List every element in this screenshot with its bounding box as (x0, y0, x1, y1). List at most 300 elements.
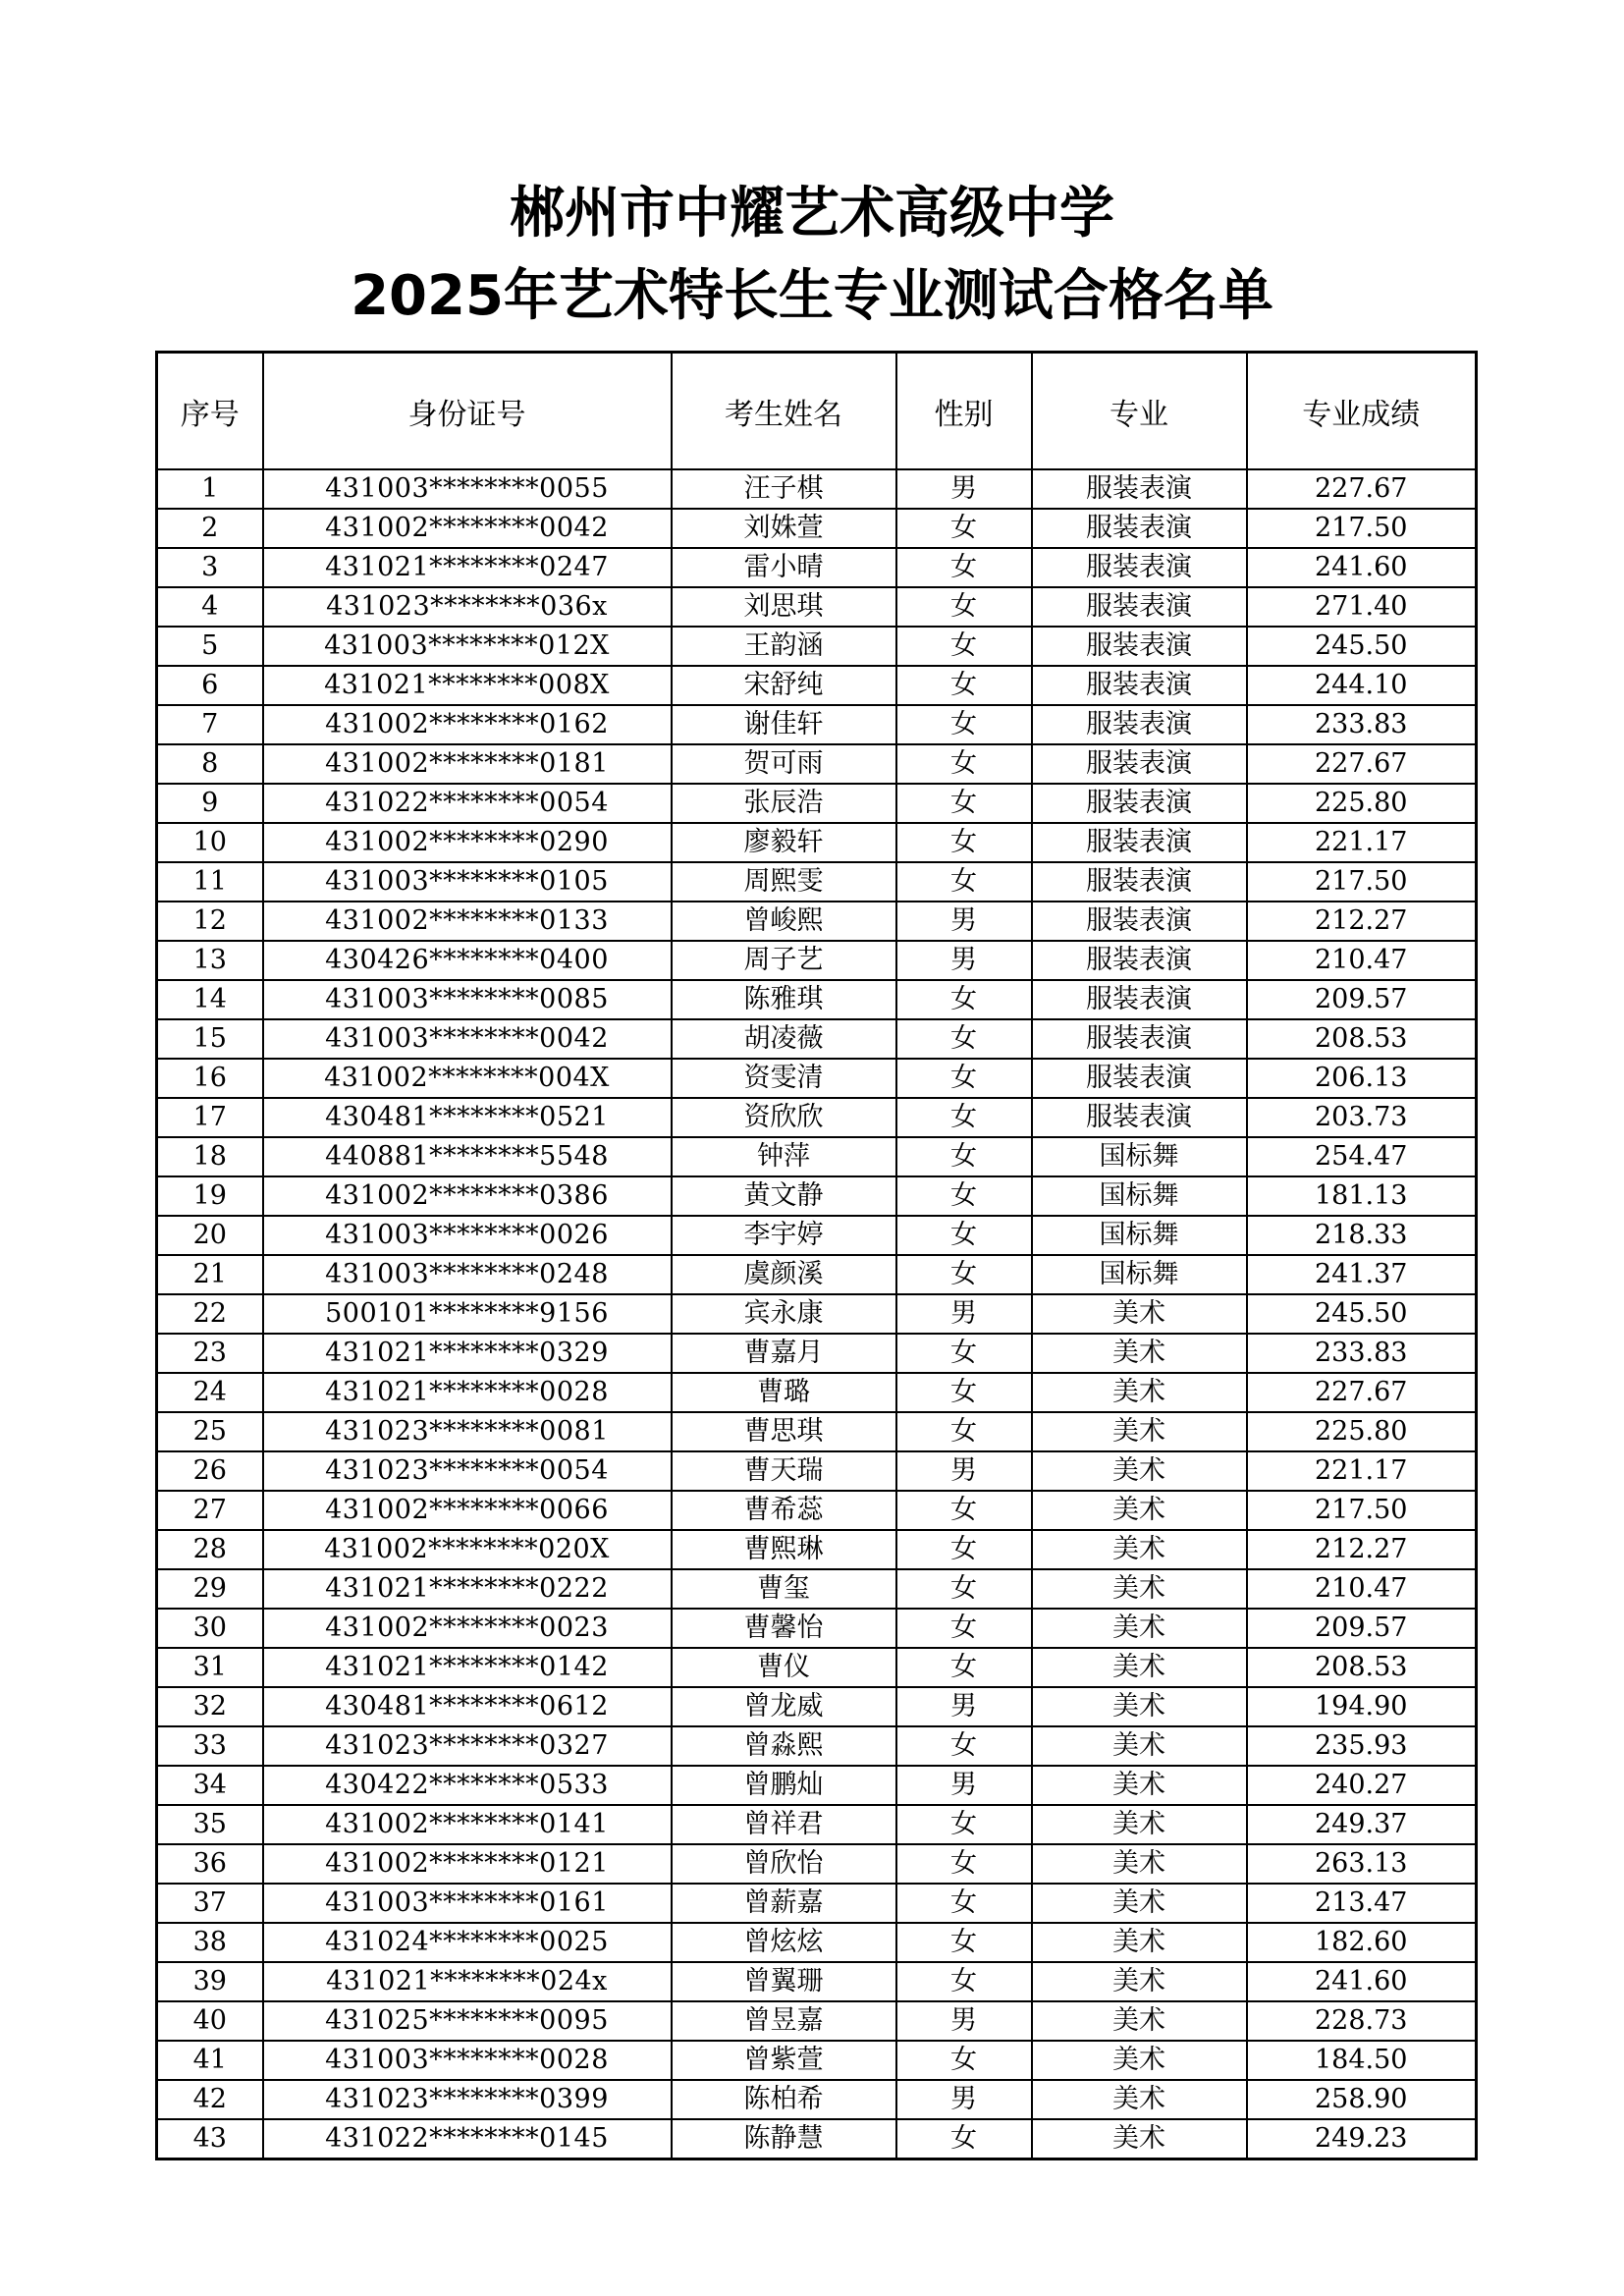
serial-number-cell: 35 (157, 1805, 263, 1844)
serial-number-cell: 13 (157, 941, 263, 980)
score-cell: 241.37 (1247, 1255, 1477, 1294)
table-row (157, 1923, 1477, 1962)
score-cell: 225.80 (1247, 784, 1477, 823)
header-serial-number: 序号 (157, 353, 263, 470)
id-number-cell: 440881********5548 (263, 1137, 672, 1176)
id-number-cell: 431023********0327 (263, 1726, 672, 1766)
serial-number-cell: 37 (157, 1884, 263, 1923)
score-cell: 227.67 (1247, 744, 1477, 784)
header-gender: 性别 (896, 353, 1032, 470)
table-row (157, 705, 1477, 744)
table-row (157, 1137, 1477, 1176)
score-cell: 233.83 (1247, 1334, 1477, 1373)
id-number-cell: 431021********0222 (263, 1569, 672, 1609)
serial-number-cell: 3 (157, 548, 263, 587)
major-cell: 美术 (1032, 1334, 1247, 1373)
score-cell: 217.50 (1247, 1491, 1477, 1530)
id-number-cell: 431002********0121 (263, 1844, 672, 1884)
id-number-cell: 431021********0142 (263, 1648, 672, 1687)
major-cell: 服装表演 (1032, 627, 1247, 666)
score-cell: 209.57 (1247, 980, 1477, 1019)
gender-cell: 女 (896, 1137, 1032, 1176)
major-cell: 服装表演 (1032, 902, 1247, 941)
gender-cell: 女 (896, 1216, 1032, 1255)
table-row (157, 1294, 1477, 1334)
major-cell: 服装表演 (1032, 941, 1247, 980)
score-cell: 217.50 (1247, 862, 1477, 902)
major-cell: 国标舞 (1032, 1137, 1247, 1176)
id-number-cell: 431002********0141 (263, 1805, 672, 1844)
table-row (157, 1451, 1477, 1491)
serial-number-cell: 38 (157, 1923, 263, 1962)
table-row (157, 1491, 1477, 1530)
student-name-cell: 钟萍 (672, 1137, 896, 1176)
serial-number-cell: 4 (157, 587, 263, 627)
student-name-cell: 曹玺 (672, 1569, 896, 1609)
gender-cell: 女 (896, 1019, 1032, 1059)
serial-number-cell: 31 (157, 1648, 263, 1687)
major-cell: 服装表演 (1032, 1019, 1247, 1059)
serial-number-cell: 2 (157, 509, 263, 548)
major-cell: 美术 (1032, 2041, 1247, 2080)
score-cell: 228.73 (1247, 2001, 1477, 2041)
serial-number-cell: 36 (157, 1844, 263, 1884)
major-cell: 美术 (1032, 1923, 1247, 1962)
table-row (157, 1098, 1477, 1137)
table-row (157, 1255, 1477, 1294)
gender-cell: 女 (896, 1412, 1032, 1451)
major-cell: 服装表演 (1032, 980, 1247, 1019)
student-name-cell: 曾欣怡 (672, 1844, 896, 1884)
table-row (157, 469, 1477, 509)
id-number-cell: 430481********0612 (263, 1687, 672, 1726)
gender-cell: 男 (896, 1451, 1032, 1491)
serial-number-cell: 34 (157, 1766, 263, 1805)
serial-number-cell: 18 (157, 1137, 263, 1176)
student-name-cell: 曾翼珊 (672, 1962, 896, 2001)
major-cell: 美术 (1032, 1962, 1247, 2001)
student-name-cell: 曾峻熙 (672, 902, 896, 941)
score-cell: 254.47 (1247, 1137, 1477, 1176)
id-number-cell: 431003********0042 (263, 1019, 672, 1059)
id-number-cell: 431002********020X (263, 1530, 672, 1569)
score-cell: 227.67 (1247, 469, 1477, 509)
serial-number-cell: 40 (157, 2001, 263, 2041)
score-cell: 263.13 (1247, 1844, 1477, 1884)
serial-number-cell: 19 (157, 1176, 263, 1216)
id-number-cell: 431002********004X (263, 1059, 672, 1098)
student-name-cell: 曹馨怡 (672, 1609, 896, 1648)
serial-number-cell: 41 (157, 2041, 263, 2080)
student-name-cell: 曾紫萱 (672, 2041, 896, 2080)
gender-cell: 男 (896, 2001, 1032, 2041)
qualified-students-table (155, 351, 1478, 2160)
student-name-cell: 周子艺 (672, 941, 896, 980)
gender-cell: 女 (896, 744, 1032, 784)
id-number-cell: 430426********0400 (263, 941, 672, 980)
major-cell: 美术 (1032, 1726, 1247, 1766)
gender-cell: 女 (896, 587, 1032, 627)
id-number-cell: 431002********0066 (263, 1491, 672, 1530)
table-row (157, 1019, 1477, 1059)
serial-number-cell: 11 (157, 862, 263, 902)
table-row (157, 509, 1477, 548)
id-number-cell: 431002********0042 (263, 509, 672, 548)
gender-cell: 女 (896, 548, 1032, 587)
major-cell: 美术 (1032, 1687, 1247, 1726)
header-major: 专业 (1032, 353, 1247, 470)
student-name-cell: 王韵涵 (672, 627, 896, 666)
major-cell: 国标舞 (1032, 1255, 1247, 1294)
student-name-cell: 曹仪 (672, 1648, 896, 1687)
major-cell: 服装表演 (1032, 744, 1247, 784)
id-number-cell: 431003********0055 (263, 469, 672, 509)
table-row (157, 1648, 1477, 1687)
table-row (157, 1962, 1477, 2001)
student-name-cell: 曹天瑞 (672, 1451, 896, 1491)
serial-number-cell: 32 (157, 1687, 263, 1726)
serial-number-cell: 14 (157, 980, 263, 1019)
header-student-name: 考生姓名 (672, 353, 896, 470)
score-cell: 235.93 (1247, 1726, 1477, 1766)
id-number-cell: 431002********0386 (263, 1176, 672, 1216)
gender-cell: 男 (896, 1687, 1032, 1726)
gender-cell: 女 (896, 509, 1032, 548)
table-header-row (157, 353, 1477, 470)
table-row (157, 862, 1477, 902)
score-cell: 245.50 (1247, 627, 1477, 666)
id-number-cell: 431023********0399 (263, 2080, 672, 2119)
serial-number-cell: 22 (157, 1294, 263, 1334)
serial-number-cell: 23 (157, 1334, 263, 1373)
gender-cell: 女 (896, 705, 1032, 744)
student-name-cell: 周熙雯 (672, 862, 896, 902)
student-name-cell: 曾薪嘉 (672, 1884, 896, 1923)
id-number-cell: 431023********0054 (263, 1451, 672, 1491)
student-name-cell: 资雯清 (672, 1059, 896, 1098)
major-cell: 美术 (1032, 1766, 1247, 1805)
student-name-cell: 曹思琪 (672, 1412, 896, 1451)
serial-number-cell: 9 (157, 784, 263, 823)
score-cell: 241.60 (1247, 548, 1477, 587)
gender-cell: 女 (896, 1923, 1032, 1962)
id-number-cell: 431021********024x (263, 1962, 672, 2001)
gender-cell: 女 (896, 862, 1032, 902)
id-number-cell: 431003********0085 (263, 980, 672, 1019)
student-name-cell: 虞颜溪 (672, 1255, 896, 1294)
id-number-cell: 431003********0028 (263, 2041, 672, 2080)
student-name-cell: 雷小晴 (672, 548, 896, 587)
student-name-cell: 谢佳轩 (672, 705, 896, 744)
id-number-cell: 431002********0133 (263, 902, 672, 941)
table-row (157, 2041, 1477, 2080)
id-number-cell: 431024********0025 (263, 1923, 672, 1962)
score-cell: 233.83 (1247, 705, 1477, 744)
gender-cell: 女 (896, 2119, 1032, 2159)
major-cell: 美术 (1032, 1805, 1247, 1844)
serial-number-cell: 8 (157, 744, 263, 784)
id-number-cell: 431002********0162 (263, 705, 672, 744)
major-cell: 美术 (1032, 1373, 1247, 1412)
major-cell: 服装表演 (1032, 666, 1247, 705)
major-cell: 服装表演 (1032, 862, 1247, 902)
gender-cell: 男 (896, 1766, 1032, 1805)
gender-cell: 女 (896, 1059, 1032, 1098)
score-cell: 212.27 (1247, 902, 1477, 941)
serial-number-cell: 30 (157, 1609, 263, 1648)
table-row (157, 1844, 1477, 1884)
table-row (157, 1334, 1477, 1373)
id-number-cell: 431021********0028 (263, 1373, 672, 1412)
major-cell: 美术 (1032, 2119, 1247, 2159)
major-cell: 服装表演 (1032, 705, 1247, 744)
id-number-cell: 431002********0290 (263, 823, 672, 862)
table-row (157, 1412, 1477, 1451)
table-row (157, 1176, 1477, 1216)
serial-number-cell: 42 (157, 2080, 263, 2119)
table-row (157, 784, 1477, 823)
id-number-cell: 431002********0181 (263, 744, 672, 784)
student-name-cell: 曹熙琳 (672, 1530, 896, 1569)
student-name-cell: 刘思琪 (672, 587, 896, 627)
id-number-cell: 431021********0247 (263, 548, 672, 587)
major-cell: 服装表演 (1032, 784, 1247, 823)
id-number-cell: 431023********036x (263, 587, 672, 627)
gender-cell: 男 (896, 902, 1032, 941)
gender-cell: 女 (896, 823, 1032, 862)
serial-number-cell: 27 (157, 1491, 263, 1530)
gender-cell: 女 (896, 784, 1032, 823)
serial-number-cell: 17 (157, 1098, 263, 1137)
table-body (157, 469, 1477, 2159)
student-name-cell: 黄文静 (672, 1176, 896, 1216)
major-cell: 美术 (1032, 1491, 1247, 1530)
gender-cell: 女 (896, 980, 1032, 1019)
table-row (157, 1530, 1477, 1569)
student-name-cell: 李宇婷 (672, 1216, 896, 1255)
gender-cell: 女 (896, 1255, 1032, 1294)
major-cell: 美术 (1032, 1451, 1247, 1491)
student-name-cell: 陈柏希 (672, 2080, 896, 2119)
student-name-cell: 廖毅轩 (672, 823, 896, 862)
id-number-cell: 431022********0145 (263, 2119, 672, 2159)
serial-number-cell: 12 (157, 902, 263, 941)
student-name-cell: 陈雅琪 (672, 980, 896, 1019)
id-number-cell: 431025********0095 (263, 2001, 672, 2041)
id-number-cell: 431003********0026 (263, 1216, 672, 1255)
major-cell: 美术 (1032, 2080, 1247, 2119)
student-name-cell: 汪子棋 (672, 469, 896, 509)
table-row (157, 1059, 1477, 1098)
student-name-cell: 宋舒纯 (672, 666, 896, 705)
serial-number-cell: 43 (157, 2119, 263, 2159)
gender-cell: 女 (896, 1805, 1032, 1844)
score-cell: 244.10 (1247, 666, 1477, 705)
serial-number-cell: 16 (157, 1059, 263, 1098)
table-row (157, 2001, 1477, 2041)
score-cell: 213.47 (1247, 1884, 1477, 1923)
student-name-cell: 曹嘉月 (672, 1334, 896, 1373)
table-row (157, 980, 1477, 1019)
serial-number-cell: 6 (157, 666, 263, 705)
gender-cell: 女 (896, 1962, 1032, 2001)
major-cell: 服装表演 (1032, 1098, 1247, 1137)
table-row (157, 1373, 1477, 1412)
gender-cell: 男 (896, 1294, 1032, 1334)
student-name-cell: 曾淼熙 (672, 1726, 896, 1766)
serial-number-cell: 28 (157, 1530, 263, 1569)
student-name-cell: 陈静慧 (672, 2119, 896, 2159)
serial-number-cell: 39 (157, 1962, 263, 2001)
gender-cell: 女 (896, 1726, 1032, 1766)
table-row (157, 2080, 1477, 2119)
score-cell: 208.53 (1247, 1019, 1477, 1059)
serial-number-cell: 5 (157, 627, 263, 666)
gender-cell: 男 (896, 469, 1032, 509)
table-row (157, 666, 1477, 705)
table-row (157, 548, 1477, 587)
score-cell: 249.37 (1247, 1805, 1477, 1844)
score-cell: 209.57 (1247, 1609, 1477, 1648)
score-cell: 218.33 (1247, 1216, 1477, 1255)
major-cell: 美术 (1032, 1569, 1247, 1609)
score-cell: 194.90 (1247, 1687, 1477, 1726)
score-cell: 240.27 (1247, 1766, 1477, 1805)
gender-cell: 女 (896, 627, 1032, 666)
serial-number-cell: 25 (157, 1412, 263, 1451)
gender-cell: 女 (896, 2041, 1032, 2080)
gender-cell: 女 (896, 1609, 1032, 1648)
id-number-cell: 431023********0081 (263, 1412, 672, 1451)
student-name-cell: 资欣欣 (672, 1098, 896, 1137)
serial-number-cell: 1 (157, 469, 263, 509)
student-name-cell: 张辰浩 (672, 784, 896, 823)
id-number-cell: 431003********0161 (263, 1884, 672, 1923)
header-id-number: 身份证号 (263, 353, 672, 470)
major-cell: 美术 (1032, 1884, 1247, 1923)
serial-number-cell: 7 (157, 705, 263, 744)
gender-cell: 女 (896, 1491, 1032, 1530)
score-cell: 182.60 (1247, 1923, 1477, 1962)
student-name-cell: 刘姝萱 (672, 509, 896, 548)
header-score: 专业成绩 (1247, 353, 1477, 470)
student-name-cell: 曾昱嘉 (672, 2001, 896, 2041)
major-cell: 美术 (1032, 1648, 1247, 1687)
major-cell: 美术 (1032, 1412, 1247, 1451)
score-cell: 249.23 (1247, 2119, 1477, 2159)
major-cell: 美术 (1032, 1844, 1247, 1884)
major-cell: 服装表演 (1032, 469, 1247, 509)
table-row (157, 587, 1477, 627)
major-cell: 服装表演 (1032, 509, 1247, 548)
student-name-cell: 曾鹏灿 (672, 1766, 896, 1805)
table-row (157, 823, 1477, 862)
table-row (157, 941, 1477, 980)
score-cell: 210.47 (1247, 941, 1477, 980)
major-cell: 美术 (1032, 1530, 1247, 1569)
student-name-cell: 曹希蕊 (672, 1491, 896, 1530)
table-row (157, 1569, 1477, 1609)
gender-cell: 女 (896, 1530, 1032, 1569)
score-cell: 212.27 (1247, 1530, 1477, 1569)
score-cell: 271.40 (1247, 587, 1477, 627)
major-cell: 服装表演 (1032, 1059, 1247, 1098)
id-number-cell: 430481********0521 (263, 1098, 672, 1137)
table-row (157, 1805, 1477, 1844)
table-row (157, 1766, 1477, 1805)
major-cell: 国标舞 (1032, 1176, 1247, 1216)
student-name-cell: 曾炫炫 (672, 1923, 896, 1962)
serial-number-cell: 15 (157, 1019, 263, 1059)
page-title-list: 2025年艺术特长生专业测试合格名单 (351, 264, 1273, 328)
table-row (157, 1884, 1477, 1923)
id-number-cell: 500101********9156 (263, 1294, 672, 1334)
id-number-cell: 431003********0248 (263, 1255, 672, 1294)
student-name-cell: 曹璐 (672, 1373, 896, 1412)
gender-cell: 女 (896, 1098, 1032, 1137)
score-cell: 221.17 (1247, 1451, 1477, 1491)
student-name-cell: 贺可雨 (672, 744, 896, 784)
major-cell: 美术 (1032, 2001, 1247, 2041)
id-number-cell: 430422********0533 (263, 1766, 672, 1805)
gender-cell: 女 (896, 1176, 1032, 1216)
score-cell: 217.50 (1247, 509, 1477, 548)
table-row (157, 1687, 1477, 1726)
id-number-cell: 431021********0329 (263, 1334, 672, 1373)
serial-number-cell: 24 (157, 1373, 263, 1412)
serial-number-cell: 33 (157, 1726, 263, 1766)
id-number-cell: 431021********008X (263, 666, 672, 705)
score-cell: 227.67 (1247, 1373, 1477, 1412)
score-cell: 221.17 (1247, 823, 1477, 862)
student-name-cell: 曾龙威 (672, 1687, 896, 1726)
score-cell: 245.50 (1247, 1294, 1477, 1334)
gender-cell: 男 (896, 2080, 1032, 2119)
gender-cell: 女 (896, 1334, 1032, 1373)
serial-number-cell: 26 (157, 1451, 263, 1491)
serial-number-cell: 29 (157, 1569, 263, 1609)
table-row (157, 744, 1477, 784)
table-row (157, 1726, 1477, 1766)
id-number-cell: 431003********0105 (263, 862, 672, 902)
score-cell: 206.13 (1247, 1059, 1477, 1098)
score-cell: 210.47 (1247, 1569, 1477, 1609)
gender-cell: 男 (896, 941, 1032, 980)
table-row (157, 902, 1477, 941)
table-row (157, 627, 1477, 666)
table-row (157, 1216, 1477, 1255)
gender-cell: 女 (896, 1844, 1032, 1884)
gender-cell: 女 (896, 1884, 1032, 1923)
score-cell: 203.73 (1247, 1098, 1477, 1137)
serial-number-cell: 20 (157, 1216, 263, 1255)
serial-number-cell: 21 (157, 1255, 263, 1294)
table-row (157, 1609, 1477, 1648)
major-cell: 服装表演 (1032, 548, 1247, 587)
table-row (157, 2119, 1477, 2159)
score-cell: 208.53 (1247, 1648, 1477, 1687)
major-cell: 美术 (1032, 1294, 1247, 1334)
id-number-cell: 431003********012X (263, 627, 672, 666)
gender-cell: 女 (896, 1648, 1032, 1687)
id-number-cell: 431022********0054 (263, 784, 672, 823)
score-cell: 225.80 (1247, 1412, 1477, 1451)
major-cell: 服装表演 (1032, 823, 1247, 862)
student-name-cell: 胡凌薇 (672, 1019, 896, 1059)
page-title-school: 郴州市中耀艺术高级中学 (510, 182, 1114, 246)
gender-cell: 女 (896, 1373, 1032, 1412)
id-number-cell: 431002********0023 (263, 1609, 672, 1648)
